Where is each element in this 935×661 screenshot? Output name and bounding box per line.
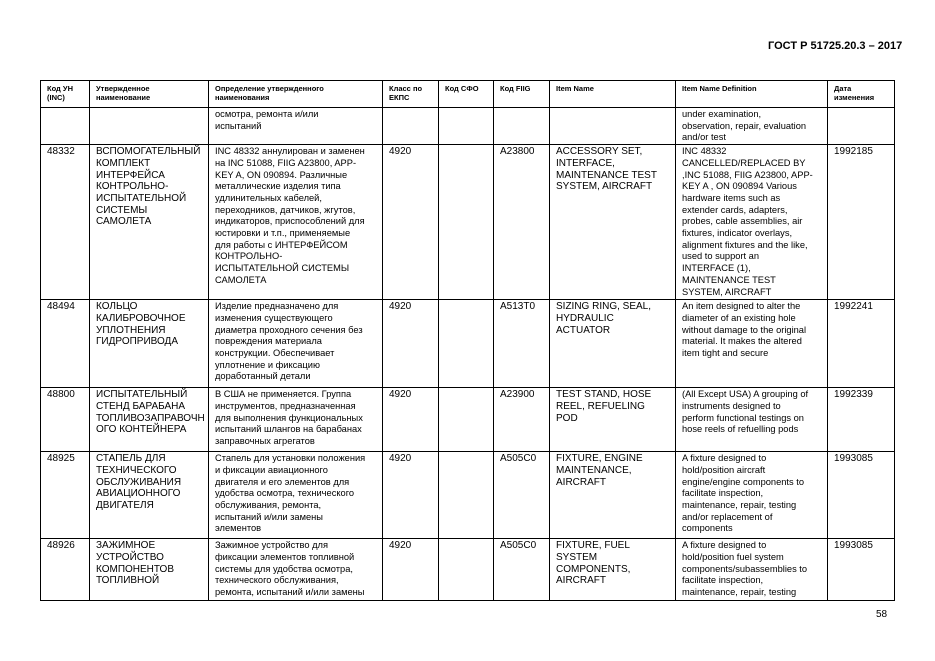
date-cell: 1993085: [828, 452, 895, 539]
item-name-cell: ACCESSORY SET, INTERFACE, MAINTENANCE TEST SYSTEM, AIRCRAFT: [550, 145, 676, 300]
col-header-name-ru: Утвержденное наименование: [90, 81, 209, 108]
name-ru-cell: СТАПЕЛЬ ДЛЯ ТЕХНИЧЕСКОГО ОБСЛУЖИВАНИЯ АВИАЦИОННОГО ДВИГАТЕЛЯ: [90, 452, 209, 539]
col-header-fiig: Код FIIG: [494, 81, 550, 108]
inc-cell: [41, 108, 90, 145]
item-name-cell: SIZING RING, SEAL, HYDRAULIC ACTUATOR: [550, 300, 676, 388]
item-name-cell: FIXTURE, ENGINE MAINTENANCE, AIRCRAFT: [550, 452, 676, 539]
fiig-cell: A513T0: [494, 300, 550, 388]
col-header-sfo: Код СФО: [439, 81, 494, 108]
item-def-cell: A fixture designed to hold/position fuel system components/subassemblies to facilitate inspection, maintenance, repair, testing: [676, 539, 828, 601]
def-ru-cell: INC 48332 аннулирован и заменен на INC 51088, FIIG A23800, APP- KEY A, ON 090894. Различные металлические изделия типа удлинительных кабелей, переходников, датчиков, жгутов, индикаторов, приспособлений для юстировки и т.п., применяемые для работы с ИНТЕРФЕЙСОМ КОНТРОЛЬНО- ИСПЫТАТЕЛЬНОЙ СИСТЕМЫ САМОЛЕТА: [209, 145, 383, 300]
date-cell: 1993085: [828, 539, 895, 601]
catalog-table: [40, 80, 895, 601]
name-ru-cell: [90, 108, 209, 145]
fiig-cell: A505C0: [494, 452, 550, 539]
name-ru-cell: КОЛЬЦО КАЛИБРОВОЧНОЕ УПЛОТНЕНИЯ ГИДРОПРИВОДА: [90, 300, 209, 388]
ekps-cell: 4920: [383, 452, 439, 539]
fiig-cell: A23800: [494, 145, 550, 300]
table-row: [41, 108, 895, 145]
inc-cell: 48800: [41, 388, 90, 452]
fiig-cell: A505C0: [494, 539, 550, 601]
item-def-cell: An item designed to alter the diameter of an existing hole without damage to the original material. It makes the altered item tight and secure: [676, 300, 828, 388]
col-header-item-def: Item Name Definition: [676, 81, 828, 108]
fiig-cell: A23900: [494, 388, 550, 452]
name-ru-cell: ИСПЫТАТЕЛЬНЫЙ СТЕНД БАРАБАНА ТОПЛИВОЗАПРАВОЧН ОГО КОНТЕЙНЕРА: [90, 388, 209, 452]
sfo-cell: [439, 108, 494, 145]
fiig-cell: [494, 108, 550, 145]
table-row: [41, 539, 895, 601]
col-header-date: Дата изменения: [828, 81, 895, 108]
col-header-ekps: Класс по ЕКПС: [383, 81, 439, 108]
date-cell: [828, 108, 895, 145]
sfo-cell: [439, 388, 494, 452]
date-cell: 1992185: [828, 145, 895, 300]
table-row: [41, 300, 895, 388]
def-ru-cell: Зажимное устройство для фиксации элементов топливной системы для удобства осмотра, технического обслуживания, ремонта, испытаний и/или замены: [209, 539, 383, 601]
ekps-cell: 4920: [383, 388, 439, 452]
page-number: 58: [876, 609, 888, 620]
inc-cell: 48925: [41, 452, 90, 539]
inc-cell: 48926: [41, 539, 90, 601]
item-name-cell: TEST STAND, HOSE REEL, REFUELING POD: [550, 388, 676, 452]
col-header-def-ru: Определение утвержденного наименования: [209, 81, 383, 108]
col-header-item-name: Item Name: [550, 81, 676, 108]
standard-designation: ГОСТ Р 51725.20.3 – 2017: [768, 40, 903, 52]
ekps-cell: [383, 108, 439, 145]
item-def-cell: under examination, observation, repair, evaluation and/or test: [676, 108, 828, 145]
item-def-cell: (All Except USA) A grouping of instruments designed to perform functional testings on hose reels of refuelling pods: [676, 388, 828, 452]
sfo-cell: [439, 452, 494, 539]
ekps-cell: 4920: [383, 300, 439, 388]
date-cell: 1992339: [828, 388, 895, 452]
sfo-cell: [439, 539, 494, 601]
inc-cell: 48332: [41, 145, 90, 300]
item-name-cell: FIXTURE, FUEL SYSTEM COMPONENTS, AIRCRAFT: [550, 539, 676, 601]
ekps-cell: 4920: [383, 539, 439, 601]
def-ru-cell: Стапель для установки положения и фиксации авиационного двигателя и его элементов для удобства осмотра, технического обслуживания, ремонта, испытаний и/или замены элементов: [209, 452, 383, 539]
inc-cell: 48494: [41, 300, 90, 388]
def-ru-cell: Изделие предназначено для изменения существующего диаметра проходного сечения без повреждения материала конструкции. Обеспечивает уплотнение и фиксацию доработанный детали: [209, 300, 383, 388]
date-cell: 1992241: [828, 300, 895, 388]
ekps-cell: 4920: [383, 145, 439, 300]
item-name-cell: [550, 108, 676, 145]
def-ru-cell: В США не применяется. Группа инструментов, предназначенная для выполнения функциональных испытаний шлангов на барабанах заправочных агрегатов: [209, 388, 383, 452]
name-ru-cell: ЗАЖИМНОЕ УСТРОЙСТВО КОМПОНЕНТОВ ТОПЛИВНОЙ: [90, 539, 209, 601]
table-header-row: [41, 81, 895, 108]
table-row: [41, 145, 895, 300]
col-header-inc: Код УН (INC): [41, 81, 90, 108]
sfo-cell: [439, 145, 494, 300]
item-def-cell: A fixture designed to hold/position aircraft engine/engine components to facilitate inspection, maintenance, repair, testing and/or replacement of components: [676, 452, 828, 539]
name-ru-cell: ВСПОМОГАТЕЛЬНЫЙ КОМПЛЕКТ ИНТЕРФЕЙСА КОНТРОЛЬНО- ИСПЫТАТЕЛЬНОЙ СИСТЕМЫ САМОЛЕТА: [90, 145, 209, 300]
sfo-cell: [439, 300, 494, 388]
table-row: [41, 388, 895, 452]
table-row: [41, 452, 895, 539]
def-ru-cell: осмотра, ремонта и/или испытаний: [209, 108, 383, 145]
item-def-cell: INC 48332 CANCELLED/REPLACED BY ,INC 51088, FIIG A23800, APP- KEY A , ON 090894 Various hardware items such as extender cards, adapters, probes, cable assemblies, air fixtures, indicator overlays, alignment fixtures and the like, used to support an INTERFACE (1), MAINTENANCE TEST SYSTEM, AIRCRAFT: [676, 145, 828, 300]
